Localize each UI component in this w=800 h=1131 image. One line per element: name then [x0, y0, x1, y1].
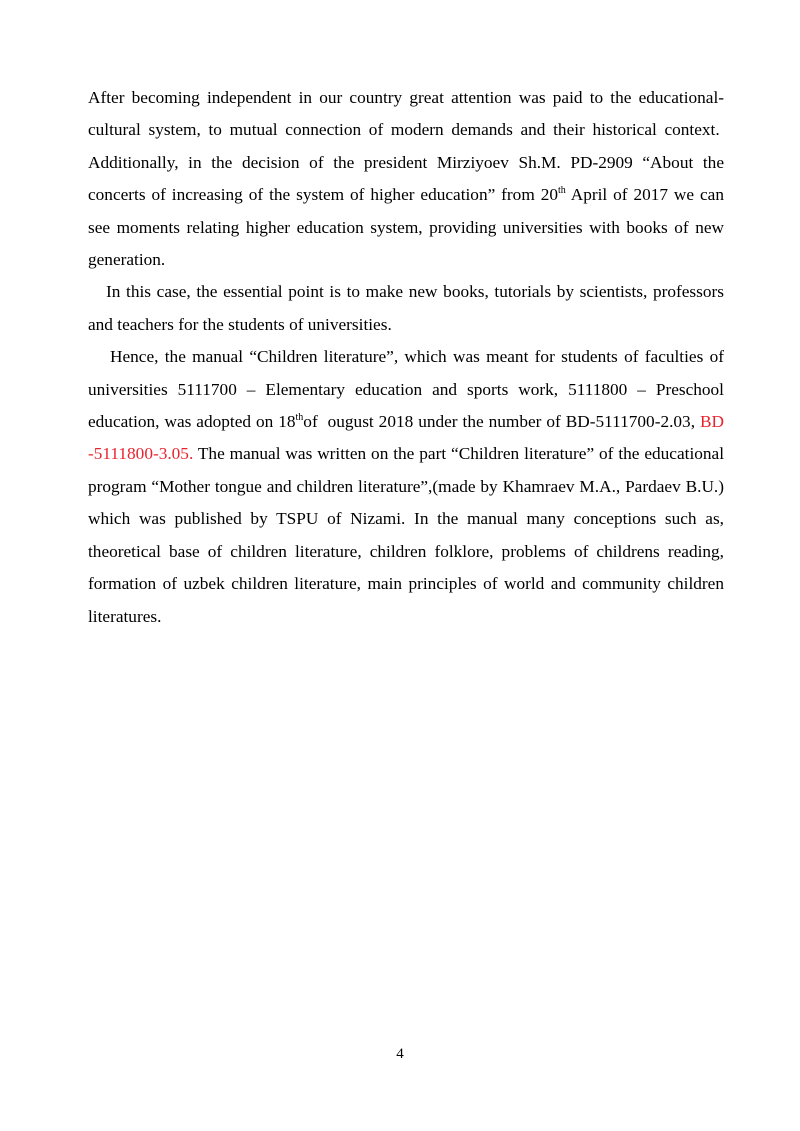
paragraph-3-text-start: Hence, the manual “Children literature”, which was meant for students of faculties of universities 5111700 – Elementary education and sports work, 5111800 – Preschool education, was adopted on 18: [88, 347, 724, 432]
paragraph-2: [88, 276, 724, 341]
paragraph-1-date-superscript: th: [557, 185, 566, 197]
paragraph-3: [88, 341, 724, 633]
paragraph-2-text: In this case, the essential point is to make new books, tutorials by scientists, professors and teachers for the students of universities.: [88, 282, 724, 334]
paragraph-3-date-superscript: th: [295, 412, 304, 424]
paragraph-1-date-number: 20: [540, 185, 558, 205]
paragraph-1: [88, 82, 724, 276]
paragraph-1-text: After becoming independent in our country great attention was paid to the educational-cultural system, to mutual connection of modern demands and their historical context. Additionally, in the decision of the president Mirziyoev Sh.M. PD-2909 “About the concerts of increasing of the system of higher education” from: [88, 88, 724, 205]
body-text: [88, 82, 724, 633]
highlighted-code: BD -5111800-3.05.: [88, 412, 724, 464]
page-number: 4: [396, 1046, 404, 1062]
paragraph-3-text-end: The manual was written on the part “Children literature” of the educational program “Mother tongue and children literature”,(made by Khamraev M.A., Pardaev B.U.) which was published by TSPU of Nizami. In the manual many conceptions such as, theoretical base of children literature, children folklore, problems of childrens reading, formation of uzbek children literature, main principles of world and community children literatures.: [88, 444, 724, 626]
paragraph-3-text-mid: of ougust 2018 under the number of BD-5111700-2.03,: [303, 412, 700, 432]
paragraph-1-text-end: April of 2017 we can see moments relating higher education system, providing universities with books of new generation.: [88, 185, 724, 270]
